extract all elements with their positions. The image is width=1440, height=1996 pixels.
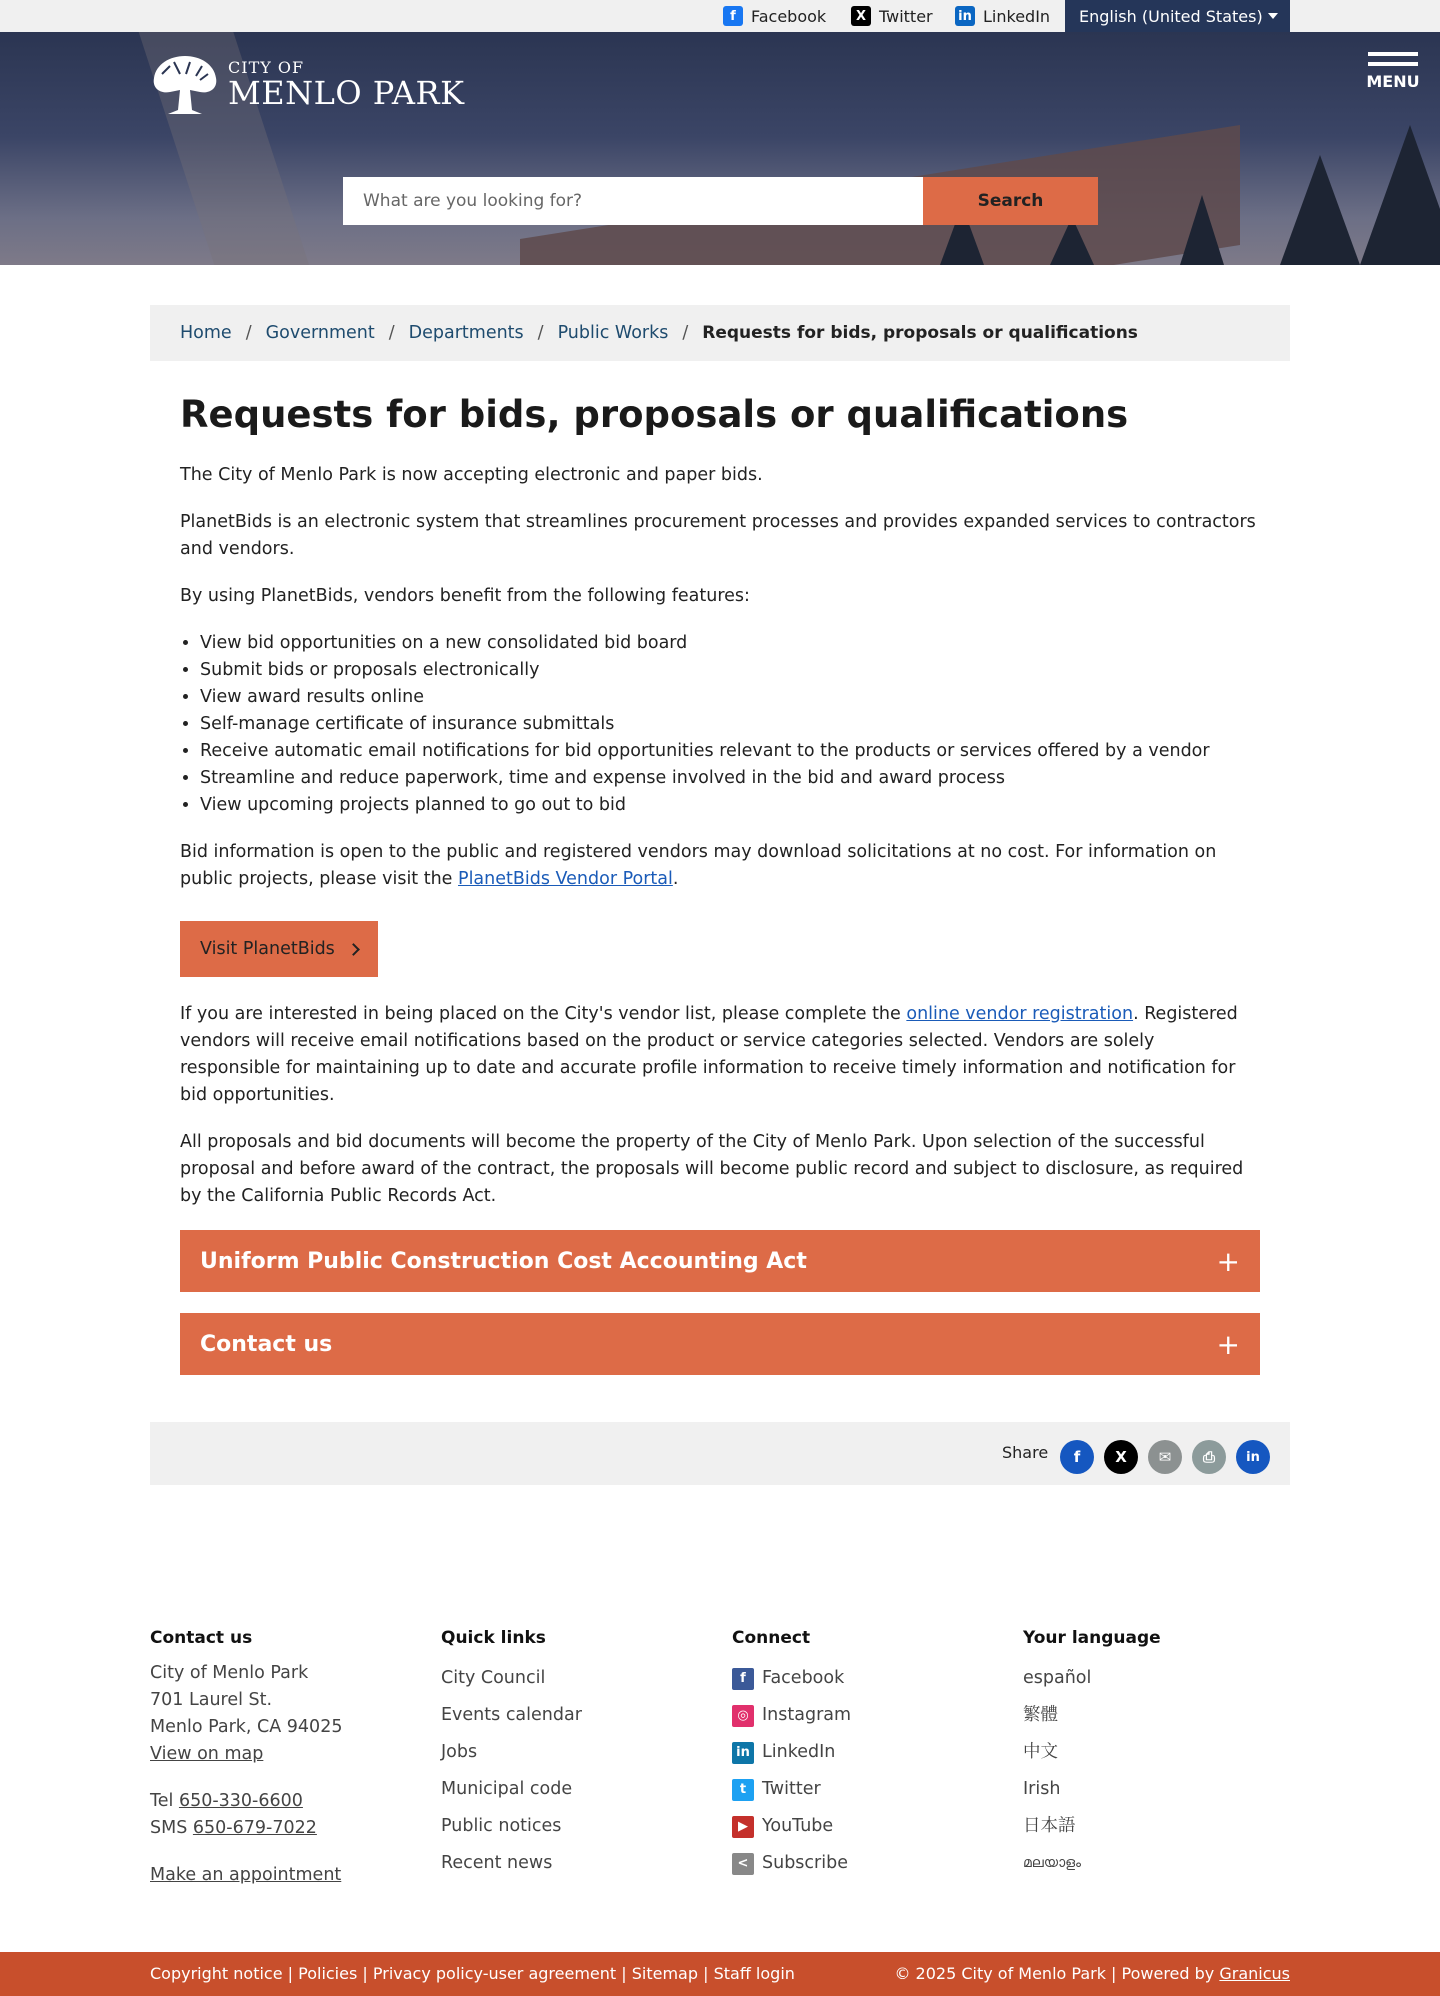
phone-link[interactable]: 650-330-6600 [178,1791,303,1811]
breadcrumb: Home / Government / Departments / Public Works / Requests for bids, proposals or qualifications [150,305,1290,361]
list-item: • View award results online [200,684,1260,711]
connect-linkedin[interactable]: in LinkedIn [732,1734,1002,1771]
oak-tree-icon [150,52,220,118]
quick-link[interactable]: Jobs [441,1742,478,1762]
benefits-intro: By using PlanetBids, vendors benefit from the following features: [180,586,750,606]
breadcrumb-government[interactable]: Government [265,323,375,343]
logo-name: MENLO PARK [228,74,465,112]
quick-link[interactable]: Public notices [441,1816,562,1836]
visit-planetbids-button[interactable]: Visit PlanetBids [180,921,378,977]
chevron-right-icon [347,943,360,956]
facebook-icon: f [723,6,743,26]
share-x-icon[interactable]: X [1104,1440,1138,1474]
twitter-icon: t [732,1779,754,1801]
copyright-notice-link[interactable]: Copyright notice [150,1964,283,1983]
connect-youtube[interactable]: ▶ YouTube [732,1808,1002,1845]
list-item: • Self-manage certificate of insurance submittals [200,711,1260,738]
vendor-portal-link[interactable]: PlanetBids Vendor Portal [458,869,673,889]
share-bar [150,1422,1290,1485]
logo-city-of: CITY OF [228,58,305,77]
connect-facebook[interactable]: f Facebook [732,1660,1002,1697]
appointment-link[interactable]: Make an appointment [150,1865,342,1885]
list-item: • Streamline and reduce paperwork, time and expense involved in the bid and award process [200,765,1260,792]
city-logo[interactable] [150,52,464,118]
share-facebook-icon[interactable]: f [1060,1440,1094,1474]
language-option[interactable]: മലയാളം [1023,1855,1082,1871]
language-option[interactable]: español [1023,1668,1092,1688]
language-option[interactable]: Irish [1023,1779,1061,1799]
list-item: • View upcoming projects planned to go out to bid [200,792,1260,819]
public-records-paragraph: All proposals and bid documents will become the property of the City of Menlo Park. Upon selection of the successful proposal and before award of the contract, the proposals will become public record and subject to disclosure, as required by the California Public Records Act. [180,1132,1244,1206]
copyright: © 2025 City of Menlo Park | Powered by Granicus [894,1964,1290,1983]
share-print-icon[interactable]: ⎙ [1192,1440,1226,1474]
breadcrumb-home[interactable]: Home [180,323,232,343]
breadcrumb-current: Requests for bids, proposals or qualifications [702,323,1138,343]
youtube-icon: ▶ [732,1816,754,1838]
breadcrumb-public-works[interactable]: Public Works [557,323,669,343]
twitter-link[interactable]: X Twitter [851,0,933,32]
sitemap-link[interactable]: Sitemap [631,1964,699,1983]
connect-twitter[interactable]: t Twitter [732,1771,1002,1808]
planetbids-paragraph: PlanetBids is an electronic system that streamlines procurement processes and provides expanded services to contractors and vendors. [180,512,1256,559]
x-icon: X [851,6,871,26]
linkedin-icon: in [732,1742,754,1764]
features-list [180,630,1260,819]
plus-icon: + [1216,1327,1240,1361]
list-item: • Submit bids or proposals electronically [200,657,1260,684]
connect-instagram[interactable]: ◎ Instagram [732,1697,1002,1734]
accordion-ucca[interactable]: Uniform Public Construction Cost Accounting Act + [180,1230,1260,1292]
policies-link[interactable]: Policies [298,1964,358,1983]
staff-login-link[interactable]: Staff login [713,1964,795,1983]
view-on-map-link[interactable]: View on map [150,1744,264,1764]
facebook-link[interactable]: f Facebook [723,0,826,32]
connect-subscribe[interactable]: < Subscribe [732,1845,1002,1882]
list-item: • Receive automatic email notifications for bid opportunities relevant to the products or services offered by a vendor [200,738,1260,765]
instagram-icon: ◎ [732,1705,754,1727]
list-item: • View bid opportunities on a new consolidated bid board [200,630,1260,657]
language-option[interactable]: 繁體 [1023,1705,1058,1725]
language-select[interactable]: English (United States) [1065,0,1290,32]
accordion-contact[interactable]: Contact us + [180,1313,1260,1375]
breadcrumb-departments[interactable]: Departments [408,323,524,343]
search-input[interactable] [343,177,923,225]
share-linkedin-icon[interactable]: in [1236,1440,1270,1474]
privacy-policy-link[interactable]: Privacy policy-user agreement [372,1964,617,1983]
facebook-icon: f [732,1668,754,1690]
hamburger-icon [1368,52,1418,56]
quick-link[interactable]: Events calendar [441,1705,582,1725]
share-email-icon[interactable]: ✉ [1148,1440,1182,1474]
quick-link[interactable]: City Council [441,1668,546,1688]
linkedin-link[interactable]: in LinkedIn [955,0,1050,32]
bid-info-paragraph: Bid information is open to the public and registered vendors may download solicitations at no cost. For information on public projects, please visit the PlanetBids Vendor Portal. [180,842,1217,889]
quick-link[interactable]: Municipal code [441,1779,573,1799]
share-label: Share [1002,1443,1049,1462]
vendor-registration-link[interactable]: online vendor registration [906,1004,1134,1024]
sms-link[interactable]: 650-679-7022 [192,1818,317,1838]
language-option[interactable]: 日本語 [1023,1816,1076,1836]
footer-language: Your language español 繁體 中文 Irish 日本語 മലയാളം [1023,1628,1293,1882]
footer-contact: Contact us City of Menlo Park 701 Laurel St. Menlo Park, CA 94025 View on map Tel 650-330-6600 SMS 650-679-7022 Make an appointment [150,1628,343,1885]
utility-bar [0,0,1440,32]
language-option[interactable]: 中文 [1023,1742,1058,1762]
granicus-link[interactable]: Granicus [1219,1964,1290,1983]
caret-down-icon [1268,13,1278,19]
intro-paragraph: The City of Menlo Park is now accepting electronic and paper bids. [180,465,763,485]
main-content [180,388,1260,1396]
linkedin-icon: in [955,6,975,26]
share-icon: < [732,1853,754,1875]
legal-links: Copyright notice | Policies | Privacy policy-user agreement | Sitemap | Staff login [150,1964,795,1983]
search-button[interactable]: Search [923,177,1098,225]
quick-link[interactable]: Recent news [441,1853,553,1873]
page-title: Requests for bids, proposals or qualifications [180,393,1129,436]
bottom-bar [0,1952,1440,1996]
vendor-list-paragraph: If you are interested in being placed on the City's vendor list, please complete the online vendor registration. Registered vendors will receive email notifications based on the product or service categories selected. Vendors are solely responsible for maintaining up to date and accurate profile information to receive timely information and notification for bid opportunities. [180,1004,1238,1105]
footer-quick-links: Quick links City Council Events calendar Jobs Municipal code Public notices Recent news [441,1628,711,1882]
plus-icon: + [1216,1244,1240,1278]
menu-button[interactable]: MENU [1366,52,1420,91]
footer-connect: Connect f Facebook ◎ Instagram in LinkedIn t Twitter ▶ YouTube < Subscribe [732,1628,1002,1882]
